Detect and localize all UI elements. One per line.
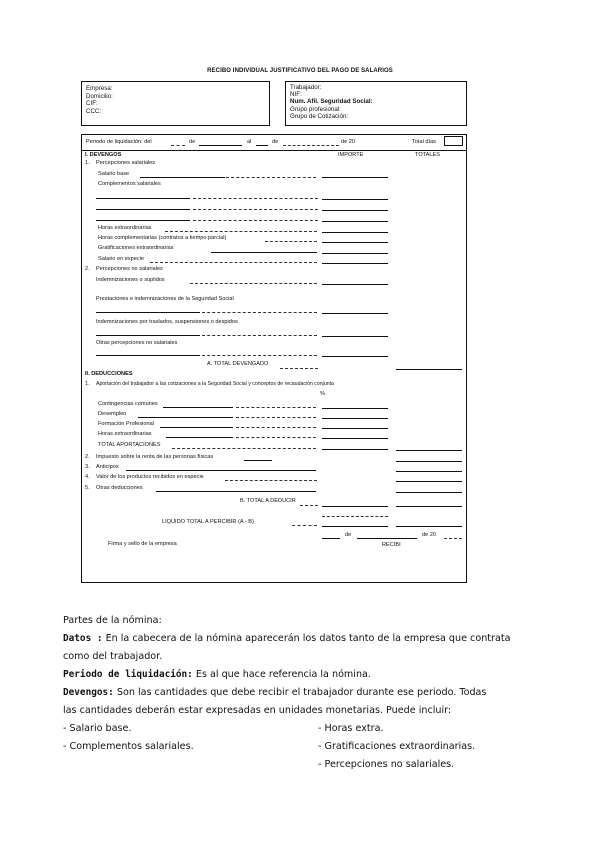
datos-label: Datos :: [63, 633, 103, 644]
totales-field[interactable]: [396, 461, 462, 462]
datos-paragraph: [63, 630, 511, 648]
company-label: Empresa:: [86, 85, 113, 92]
period-year: de 20: [341, 139, 355, 145]
desempleo-label: Desempleo: [98, 411, 127, 417]
totales-field[interactable]: [396, 450, 462, 451]
contribution-group-label: Grupo de Cotización:: [290, 112, 349, 120]
nif-label: NIF:: [290, 91, 302, 99]
totales-column-header: TOTALES: [415, 152, 440, 158]
totales-field[interactable]: [396, 506, 462, 507]
devengos-text: Son las cantidades que debe recibir el trabajador durante ese periodo. Todas: [113, 687, 487, 698]
main-form-box: [81, 134, 467, 583]
item-number: 3.: [85, 464, 90, 470]
ssn-label: Num. Afil. Seguridad Social:: [290, 98, 373, 106]
devengos-text-line-2: las cantidades deberán estar expresadas en unidades monetarias. Puede incluir:: [63, 705, 452, 716]
aportacion-label: Aportación del trabajador a las cotizaciones a la Seguridad Social y conceptos de recaudación conjunta: [96, 381, 334, 387]
gratificaciones-label: Gratificaciones extraordinarias: [98, 245, 174, 251]
traslados-label: Indemnizaciones por traslados, suspensiones o despidos: [96, 319, 238, 325]
total-devengado-label: A. TOTAL DEVENGADO: [207, 361, 269, 367]
horas-extra-label: Horas extraordinarias: [98, 225, 152, 231]
item-number: 5.: [85, 485, 90, 491]
complementos-label: Complementos salariales: [98, 181, 161, 187]
importe-field[interactable]: [322, 408, 388, 409]
list-item: - Salario base.: [63, 723, 132, 734]
importe-field[interactable]: [322, 356, 388, 357]
professional-group-label: Grupo profesional:: [290, 105, 341, 113]
total-aportaciones-label: TOTAL APORTACIONES: [98, 442, 161, 448]
total-days-field[interactable]: [444, 136, 463, 146]
prestaciones-label: Prestaciones e indemnizaciones de la Seguridad Social: [96, 296, 234, 302]
percepciones-no-salariales-label: Percepciones no salariales: [96, 266, 163, 272]
deducciones-header: II. DEDUCCIONES: [85, 371, 133, 377]
devengos-header: I. DEVENGOS: [85, 152, 122, 158]
devengos-paragraph: [63, 684, 486, 702]
importe-field[interactable]: [322, 438, 388, 439]
totales-field[interactable]: [396, 471, 462, 472]
importe-field[interactable]: [322, 284, 388, 285]
percepciones-salariales-label: Percepciones salariales: [96, 160, 156, 166]
formacion-label: Formación Profesional: [98, 421, 154, 427]
periodo-text: Es al que hace referencia la nómina.: [192, 669, 371, 680]
liquido-total-field[interactable]: [322, 526, 388, 527]
item-number: 1.: [85, 381, 90, 387]
totales-field[interactable]: [396, 492, 462, 493]
liquido-total-label: LIQUIDO TOTAL A PERCIBIR (A - B): [162, 519, 254, 525]
item-number: 2.: [85, 266, 90, 272]
firma-empresa-label: Firma y sello de la empresa: [108, 541, 177, 547]
importe-field[interactable]: [322, 177, 388, 178]
ccc-label: CCC:: [86, 107, 102, 115]
horas-complementarias-label: Horas complementarias (contratos a tiempo parcial): [98, 235, 227, 241]
list-item: - Horas extra.: [318, 723, 384, 734]
datos-text: En la cabecera de la nómina aparecerán los datos tanto de la empresa que contrata: [102, 633, 511, 644]
period-de1: de: [189, 139, 196, 145]
importe-column-header: IMPORTE: [338, 152, 364, 158]
importe-field[interactable]: [322, 428, 388, 429]
horas-extra-deduccion-label: Horas extraordinarias: [98, 431, 152, 437]
importe-field[interactable]: [322, 313, 388, 314]
period-de2: de: [272, 139, 279, 145]
list-item: - Percepciones no salariales.: [318, 759, 455, 770]
importe-field[interactable]: [322, 418, 388, 419]
item-number: 1.: [85, 160, 90, 166]
contingencias-comunes-label: Contingencias comunes: [98, 401, 158, 407]
importe-field[interactable]: [322, 210, 388, 211]
importe-field[interactable]: [322, 221, 388, 222]
date-de1: de: [345, 532, 352, 538]
recibi-label: RECIBI: [382, 542, 401, 548]
periodo-label: Periodo de liquidación:: [63, 669, 193, 680]
form-title: RECIBO INDIVIDUAL JUSTIFICATIVO DEL PAGO DE SALARIOS: [207, 68, 393, 74]
totales-field[interactable]: [396, 481, 462, 482]
date-year: de 20: [422, 532, 436, 538]
especie-label: Valor de los productos recibidos en especie: [96, 474, 204, 480]
period-label: Periodo de liquidación: del: [86, 139, 152, 145]
devengos-label: Devengos:: [63, 687, 114, 698]
explanation-heading: Partes de la nómina:: [63, 615, 162, 626]
irpf-label: Impuesto sobre la renta de las personas físicas: [96, 454, 214, 460]
periodo-paragraph: [63, 666, 371, 684]
worker-label: Trabajador:: [290, 84, 322, 91]
totales-field[interactable]: [396, 369, 462, 370]
period-al: al: [247, 139, 252, 145]
address-label: Domicilio:: [86, 92, 113, 100]
salario-especie-label: Salario en especie: [98, 256, 145, 262]
otras-deducciones-label: Otras deducciones: [96, 485, 143, 491]
totales-field[interactable]: [322, 506, 388, 507]
indemnizaciones-label: Indemnizaciones o suplidos: [96, 277, 165, 283]
cif-label: CIF:: [86, 100, 98, 108]
importe-field[interactable]: [322, 242, 388, 243]
importe-field[interactable]: [322, 232, 388, 233]
anticipos-label: Anticipos: [96, 464, 119, 470]
worker-box: [285, 81, 467, 126]
item-number: 4.: [85, 474, 90, 480]
salario-base-label: Salario base: [98, 171, 130, 177]
totales-field[interactable]: [396, 526, 462, 527]
list-item: - Complementos salariales.: [63, 741, 194, 752]
importe-field[interactable]: [322, 263, 388, 264]
item-number: 2.: [85, 454, 90, 460]
importe-field[interactable]: [322, 199, 388, 200]
importe-field[interactable]: [322, 253, 388, 254]
otras-percepciones-label: Otras percepciones no salariales: [96, 340, 178, 346]
importe-field[interactable]: [322, 336, 388, 337]
total-days-label: Total días: [412, 139, 436, 145]
company-box: [81, 81, 270, 126]
percent-header: %: [320, 391, 325, 397]
total-deducir-label: B. TOTAL A DEDUCIR: [240, 498, 296, 504]
datos-text-line-2: como del trabajador.: [63, 651, 163, 662]
list-item: - Gratificaciones extraordinarias.: [318, 741, 476, 752]
importe-field[interactable]: [322, 449, 388, 450]
